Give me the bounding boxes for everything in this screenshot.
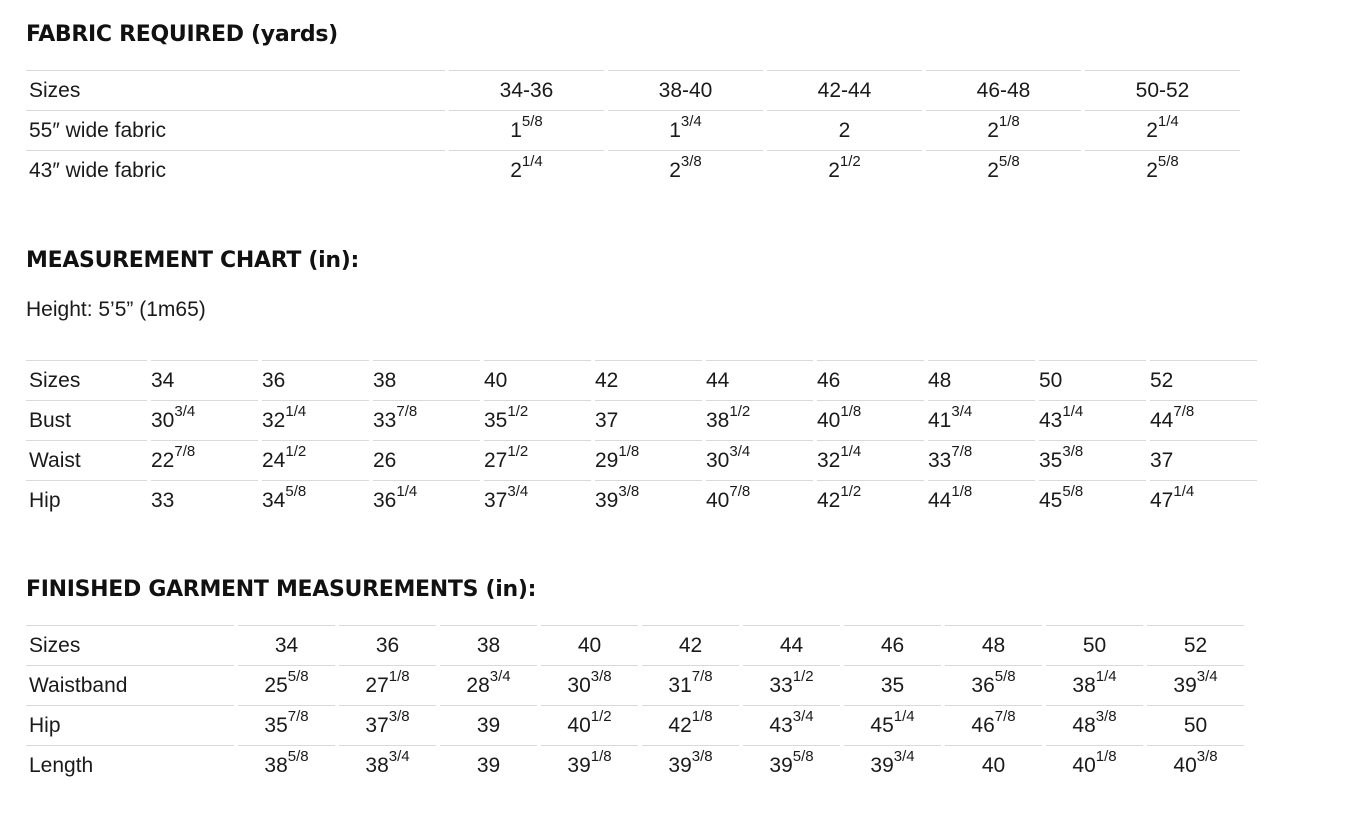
fraction-value: 1/4	[1157, 112, 1179, 130]
measurement-chart-table	[22, 360, 1261, 520]
value-cell	[844, 665, 941, 705]
fraction-value: 3/8	[1196, 747, 1218, 765]
value-cell	[926, 150, 1081, 190]
fraction-value: 1/4	[893, 707, 915, 725]
value-cell	[541, 705, 638, 745]
value-cell	[945, 665, 1042, 705]
table-row	[26, 440, 1257, 480]
value-cell	[484, 480, 591, 520]
whole-value: 39	[870, 753, 894, 777]
finished-garment-table	[22, 625, 1248, 785]
row-label: Sizes	[26, 625, 234, 665]
whole-value: 47	[1150, 488, 1174, 512]
value-cell	[642, 705, 739, 745]
whole-value: 24	[262, 448, 286, 472]
whole-value: 2	[828, 158, 840, 182]
fraction-value: 1/2	[729, 402, 751, 420]
size-header-cell	[642, 625, 739, 665]
whole-value: 37	[595, 408, 619, 432]
value-cell	[1046, 705, 1143, 745]
fraction-value: 3/4	[680, 112, 702, 130]
size-header-cell	[706, 360, 813, 400]
value-cell	[817, 400, 924, 440]
whole-value: 40	[817, 408, 841, 432]
fraction-value: 5/8	[285, 482, 307, 500]
size-header-cell	[928, 360, 1035, 400]
whole-value: 40	[484, 368, 508, 392]
size-header-cell	[844, 625, 941, 665]
whole-value: 50	[1082, 633, 1107, 657]
fraction-value: 1/4	[1095, 667, 1117, 685]
height-note: Height: 5’5” (1m65)	[26, 298, 206, 321]
value-cell	[238, 665, 335, 705]
whole-value: 36	[373, 488, 397, 512]
size-header-cell	[440, 625, 537, 665]
whole-value: 40	[1072, 753, 1096, 777]
fraction-value: 1/4	[521, 152, 543, 170]
size-header-cell	[1039, 360, 1146, 400]
size-header-cell	[608, 70, 763, 110]
value-cell	[1039, 400, 1146, 440]
value-cell	[706, 480, 813, 520]
fraction-value: 3/8	[680, 152, 702, 170]
size-header-cell	[1085, 70, 1240, 110]
whole-value: 42-44	[817, 78, 872, 102]
whole-value: 33	[373, 408, 397, 432]
size-header-cell	[926, 70, 1081, 110]
table-row	[26, 400, 1257, 440]
whole-value: 38	[1072, 673, 1096, 697]
value-cell	[1147, 665, 1244, 705]
whole-value: 40	[567, 713, 591, 737]
fraction-value: 7/8	[691, 667, 713, 685]
whole-value: 32	[262, 408, 286, 432]
whole-value: 2	[669, 158, 681, 182]
fraction-value: 7/8	[729, 482, 751, 500]
table-row	[26, 150, 1240, 190]
whole-value: 33	[928, 448, 952, 472]
whole-value: 38	[264, 753, 288, 777]
whole-value: 52	[1150, 368, 1174, 392]
whole-value: 40	[577, 633, 602, 657]
value-cell	[373, 440, 480, 480]
whole-value: 2	[510, 158, 522, 182]
whole-value: 46-48	[976, 78, 1031, 102]
whole-value: 50	[1039, 368, 1063, 392]
size-header-cell	[945, 625, 1042, 665]
whole-value: 35	[484, 408, 508, 432]
value-cell	[373, 480, 480, 520]
whole-value: 48	[928, 368, 952, 392]
fraction-value: 1/2	[840, 482, 862, 500]
value-cell	[541, 745, 638, 785]
whole-value: 32	[817, 448, 841, 472]
fraction-value: 3/8	[1095, 707, 1117, 725]
value-cell	[541, 665, 638, 705]
fraction-value: 1/2	[285, 442, 307, 460]
whole-value: 38	[706, 408, 730, 432]
whole-value: 39	[668, 753, 692, 777]
fraction-value: 1/2	[507, 442, 529, 460]
value-cell	[484, 400, 591, 440]
fraction-value: 3/4	[507, 482, 529, 500]
row-label: Hip	[26, 705, 234, 745]
value-cell	[339, 745, 436, 785]
fraction-value: 3/4	[174, 402, 196, 420]
value-cell	[262, 440, 369, 480]
whole-value: 36	[375, 633, 400, 657]
size-header-cell	[817, 360, 924, 400]
value-cell	[262, 400, 369, 440]
fraction-value: 1/4	[1062, 402, 1084, 420]
size-header-cell	[151, 360, 258, 400]
fraction-value: 5/8	[994, 667, 1016, 685]
fraction-value: 3/4	[388, 747, 410, 765]
whole-value: 34	[274, 633, 299, 657]
value-cell	[1150, 440, 1257, 480]
fraction-value: 1/8	[1095, 747, 1117, 765]
whole-value: 50	[1183, 713, 1208, 737]
fraction-value: 1/2	[590, 707, 612, 725]
value-cell	[373, 400, 480, 440]
fraction-value: 5/8	[521, 112, 543, 130]
value-cell	[1085, 110, 1240, 150]
value-cell	[595, 400, 702, 440]
fraction-value: 1/4	[840, 442, 862, 460]
fabric-required-table	[22, 70, 1244, 190]
value-cell	[151, 480, 258, 520]
value-cell	[642, 745, 739, 785]
size-header-cell	[595, 360, 702, 400]
size-header-cell	[1046, 625, 1143, 665]
value-cell	[1085, 150, 1240, 190]
whole-value: 33	[151, 488, 175, 512]
fraction-value: 3/4	[893, 747, 915, 765]
whole-value: 35	[264, 713, 288, 737]
value-cell	[844, 745, 941, 785]
whole-value: 34	[262, 488, 286, 512]
value-cell	[743, 665, 840, 705]
value-cell	[743, 745, 840, 785]
value-cell	[238, 705, 335, 745]
whole-value: 40	[981, 753, 1006, 777]
fraction-value: 3/8	[618, 482, 640, 500]
fraction-value: 1/8	[618, 442, 640, 460]
whole-value: 48	[981, 633, 1006, 657]
value-cell	[926, 110, 1081, 150]
whole-value: 28	[466, 673, 490, 697]
whole-value: 2	[1146, 158, 1158, 182]
value-cell	[945, 745, 1042, 785]
row-label: Sizes	[26, 360, 147, 400]
whole-value: 38-40	[658, 78, 713, 102]
size-header-cell	[743, 625, 840, 665]
row-label: Bust	[26, 400, 147, 440]
size-header-cell	[373, 360, 480, 400]
row-label: Length	[26, 745, 234, 785]
whole-value: 39	[595, 488, 619, 512]
whole-value: 1	[510, 118, 522, 142]
value-cell	[844, 705, 941, 745]
value-cell	[595, 440, 702, 480]
value-cell	[706, 400, 813, 440]
whole-value: 2	[987, 158, 999, 182]
size-header-cell	[238, 625, 335, 665]
whole-value: 37	[365, 713, 389, 737]
value-cell	[817, 480, 924, 520]
fraction-value: 5/8	[287, 667, 309, 685]
row-label: Sizes	[26, 70, 445, 110]
value-cell	[440, 745, 537, 785]
size-header-cell	[1150, 360, 1257, 400]
whole-value: 33	[769, 673, 793, 697]
whole-value: 45	[870, 713, 894, 737]
header-row	[26, 360, 1257, 400]
table-row	[26, 480, 1257, 520]
fraction-value: 1/8	[998, 112, 1020, 130]
fraction-value: 3/8	[388, 707, 410, 725]
whole-value: 52	[1183, 633, 1208, 657]
value-cell	[743, 705, 840, 745]
whole-value: 35	[1039, 448, 1063, 472]
value-cell	[928, 400, 1035, 440]
fraction-value: 1/4	[1173, 482, 1195, 500]
fraction-value: 7/8	[287, 707, 309, 725]
size-header-cell	[339, 625, 436, 665]
whole-value: 2	[838, 118, 851, 142]
value-cell	[928, 440, 1035, 480]
whole-value: 38	[365, 753, 389, 777]
whole-value: 25	[264, 673, 288, 697]
value-cell	[608, 110, 763, 150]
size-header-cell	[1147, 625, 1244, 665]
whole-value: 1	[669, 118, 681, 142]
whole-value: 2	[1146, 118, 1158, 142]
value-cell	[484, 440, 591, 480]
whole-value: 39	[476, 713, 501, 737]
whole-value: 2	[987, 118, 999, 142]
whole-value: 42	[595, 368, 619, 392]
whole-value: 38	[373, 368, 397, 392]
fraction-value: 5/8	[792, 747, 814, 765]
measurement-chart-title: MEASUREMENT CHART (in):	[26, 248, 360, 273]
whole-value: 30	[567, 673, 591, 697]
whole-value: 37	[1150, 448, 1174, 472]
size-header-cell	[541, 625, 638, 665]
value-cell	[642, 665, 739, 705]
fraction-value: 1/8	[951, 482, 973, 500]
whole-value: 37	[484, 488, 508, 512]
whole-value: 40	[1173, 753, 1197, 777]
whole-value: 39	[769, 753, 793, 777]
whole-value: 48	[1072, 713, 1096, 737]
whole-value: 46	[971, 713, 995, 737]
fraction-value: 7/8	[1173, 402, 1195, 420]
header-row	[26, 625, 1244, 665]
whole-value: 42	[668, 713, 692, 737]
value-cell	[1147, 745, 1244, 785]
value-cell	[449, 110, 604, 150]
fraction-value: 5/8	[287, 747, 309, 765]
fabric-required-title: FABRIC REQUIRED (yards)	[26, 22, 338, 47]
whole-value: 27	[365, 673, 389, 697]
fraction-value: 1/8	[388, 667, 410, 685]
whole-value: 44	[779, 633, 804, 657]
value-cell	[1039, 440, 1146, 480]
finished-garment-title: FINISHED GARMENT MEASUREMENTS (in):	[26, 577, 537, 602]
fraction-value: 1/2	[507, 402, 529, 420]
fraction-value: 1/4	[285, 402, 307, 420]
fraction-value: 5/8	[1062, 482, 1084, 500]
fraction-value: 3/4	[951, 402, 973, 420]
whole-value: 39	[567, 753, 591, 777]
row-label: Hip	[26, 480, 147, 520]
size-header-cell	[449, 70, 604, 110]
whole-value: 41	[928, 408, 952, 432]
whole-value: 39	[476, 753, 501, 777]
value-cell	[262, 480, 369, 520]
whole-value: 26	[373, 448, 397, 472]
whole-value: 43	[1039, 408, 1063, 432]
value-cell	[440, 705, 537, 745]
whole-value: 36	[971, 673, 995, 697]
value-cell	[449, 150, 604, 190]
fraction-value: 7/8	[174, 442, 196, 460]
fraction-value: 3/8	[590, 667, 612, 685]
fraction-value: 1/4	[396, 482, 418, 500]
row-label: Waist	[26, 440, 147, 480]
whole-value: 30	[706, 448, 730, 472]
table-row	[26, 665, 1244, 705]
fraction-value: 1/8	[691, 707, 713, 725]
size-header-cell	[484, 360, 591, 400]
header-row	[26, 70, 1240, 110]
whole-value: 22	[151, 448, 175, 472]
row-label: 43″ wide fabric	[26, 150, 445, 190]
value-cell	[595, 480, 702, 520]
value-cell	[1147, 705, 1244, 745]
whole-value: 36	[262, 368, 286, 392]
whole-value: 34-36	[499, 78, 554, 102]
fraction-value: 3/4	[489, 667, 511, 685]
fraction-value: 7/8	[994, 707, 1016, 725]
value-cell	[608, 150, 763, 190]
whole-value: 30	[151, 408, 175, 432]
row-label: Waistband	[26, 665, 234, 705]
fraction-value: 3/4	[1196, 667, 1218, 685]
value-cell	[238, 745, 335, 785]
whole-value: 35	[880, 673, 905, 697]
value-cell	[1150, 480, 1257, 520]
whole-value: 44	[706, 368, 730, 392]
whole-value: 40	[706, 488, 730, 512]
value-cell	[1150, 400, 1257, 440]
table-row	[26, 745, 1244, 785]
value-cell	[1039, 480, 1146, 520]
value-cell	[1046, 745, 1143, 785]
fraction-value: 3/4	[729, 442, 751, 460]
value-cell	[767, 110, 922, 150]
whole-value: 31	[668, 673, 692, 697]
whole-value: 42	[817, 488, 841, 512]
whole-value: 50-52	[1135, 78, 1190, 102]
value-cell	[339, 665, 436, 705]
value-cell	[945, 705, 1042, 745]
row-label: 55″ wide fabric	[26, 110, 445, 150]
fraction-value: 7/8	[396, 402, 418, 420]
table-row	[26, 705, 1244, 745]
value-cell	[151, 440, 258, 480]
whole-value: 34	[151, 368, 175, 392]
whole-value: 46	[880, 633, 905, 657]
whole-value: 29	[595, 448, 619, 472]
fraction-value: 5/8	[1157, 152, 1179, 170]
value-cell	[151, 400, 258, 440]
fraction-value: 7/8	[951, 442, 973, 460]
fraction-value: 5/8	[998, 152, 1020, 170]
whole-value: 27	[484, 448, 508, 472]
fraction-value: 3/8	[691, 747, 713, 765]
whole-value: 43	[769, 713, 793, 737]
whole-value: 42	[678, 633, 703, 657]
fraction-value: 1/8	[840, 402, 862, 420]
value-cell	[928, 480, 1035, 520]
value-cell	[440, 665, 537, 705]
whole-value: 38	[476, 633, 501, 657]
value-cell	[339, 705, 436, 745]
size-header-cell	[767, 70, 922, 110]
fraction-value: 1/2	[839, 152, 861, 170]
fraction-value: 3/8	[1062, 442, 1084, 460]
fraction-value: 1/8	[590, 747, 612, 765]
whole-value: 44	[928, 488, 952, 512]
whole-value: 46	[817, 368, 841, 392]
value-cell	[706, 440, 813, 480]
whole-value: 39	[1173, 673, 1197, 697]
table-row	[26, 110, 1240, 150]
whole-value: 44	[1150, 408, 1174, 432]
whole-value: 45	[1039, 488, 1063, 512]
fraction-value: 3/4	[792, 707, 814, 725]
value-cell	[767, 150, 922, 190]
value-cell	[817, 440, 924, 480]
value-cell	[1046, 665, 1143, 705]
fraction-value: 1/2	[792, 667, 814, 685]
size-header-cell	[262, 360, 369, 400]
